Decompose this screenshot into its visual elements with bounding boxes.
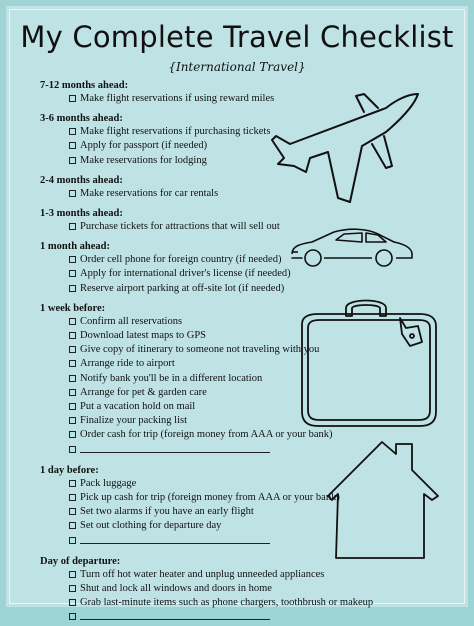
checklist-item <box>40 282 300 296</box>
checklist-content <box>40 79 374 626</box>
section-heading: 1 day before: <box>40 464 99 476</box>
section-heading: 3-6 months ahead: <box>40 113 123 125</box>
item-label: Make reservations for lodging <box>80 154 207 166</box>
section-heading: 7-12 months ahead: <box>40 80 129 91</box>
checkbox[interactable] <box>69 223 76 230</box>
checklist-section <box>40 302 333 458</box>
checkbox[interactable] <box>69 157 76 164</box>
checkbox[interactable] <box>69 446 76 453</box>
checkbox[interactable] <box>69 613 76 620</box>
checklist-item <box>40 428 333 442</box>
item-label: Grab last-minute items such as phone chargers, toothbrush or makeup <box>80 597 374 609</box>
checkbox[interactable] <box>69 417 76 424</box>
item-label: Make flight reservations if purchasing tickets <box>80 126 271 138</box>
item-label: Notify bank you'll be in a different location <box>80 372 263 384</box>
item-label: Pick up cash for trip (foreign money from AAA or your bank) <box>80 492 340 504</box>
checkbox[interactable] <box>69 318 76 325</box>
item-label: Apply for passport (if needed) <box>80 140 208 152</box>
checklist-item <box>40 253 300 267</box>
checkbox[interactable] <box>69 431 76 438</box>
checklist-item <box>40 477 300 491</box>
item-label: Make flight reservations if using reward miles <box>80 93 275 104</box>
checkbox[interactable] <box>69 403 76 410</box>
item-label: Finalize your packing list <box>80 415 188 427</box>
item-label: Apply for international driver's license (if needed) <box>80 268 291 280</box>
checkbox[interactable] <box>69 256 76 263</box>
checklist-item <box>40 357 300 371</box>
item-label: Pack luggage <box>80 477 137 489</box>
item-label: Purchase tickets for attractions that will sell out <box>80 221 280 233</box>
checklist-item <box>40 139 300 153</box>
item-label: Turn off hot water heater and unplug unneeded appliances <box>80 568 325 580</box>
checklist-item <box>40 400 300 414</box>
checklist-item <box>40 582 300 596</box>
checkbox[interactable] <box>69 571 76 578</box>
item-label: Set two alarms if you have an early flight <box>80 506 254 518</box>
checklist-item <box>40 92 300 106</box>
checklist-item <box>40 267 300 281</box>
checkbox[interactable] <box>69 522 76 529</box>
checkbox[interactable] <box>69 508 76 515</box>
checkbox[interactable] <box>69 375 76 382</box>
item-label: Shut and lock all windows and doors in home <box>80 583 272 595</box>
checklist-page <box>6 6 468 607</box>
item-label: Put a vacation hold on mail <box>80 401 196 413</box>
checklist-item <box>40 315 300 329</box>
item-label: Order cell phone for foreign country (if needed) <box>80 254 282 266</box>
checkbox[interactable] <box>69 285 76 292</box>
suitcase-icon <box>294 294 442 434</box>
item-label: Arrange ride to airport <box>80 358 175 370</box>
airplane-icon <box>268 86 428 211</box>
checkbox[interactable] <box>69 346 76 353</box>
page-title: My Complete Travel Checklist <box>20 20 454 54</box>
car-icon <box>286 224 416 270</box>
item-label: Set out clothing for departure day <box>80 520 222 532</box>
checkbox[interactable] <box>69 494 76 501</box>
checklist-item <box>40 491 340 505</box>
section-heading: 1-3 months ahead: <box>40 208 123 220</box>
item-label: Download latest maps to GPS <box>80 330 206 342</box>
checkbox[interactable] <box>69 332 76 339</box>
blank-line[interactable] <box>80 443 270 453</box>
section-heading: Day of departure: <box>40 555 121 567</box>
checklist-item <box>40 596 374 610</box>
item-label: Arrange for pet & garden care <box>80 386 207 398</box>
section-heading: 1 week before: <box>40 302 106 314</box>
checklist-item <box>40 534 300 549</box>
checklist-item <box>40 386 300 400</box>
checkbox[interactable] <box>69 128 76 135</box>
checkbox[interactable] <box>69 95 76 102</box>
blank-line[interactable] <box>80 534 270 544</box>
house-icon <box>324 438 444 566</box>
checkbox[interactable] <box>69 537 76 544</box>
section-heading: 1 month ahead: <box>40 241 111 253</box>
checklist-item <box>40 220 300 234</box>
checkbox[interactable] <box>69 360 76 367</box>
checklist-section <box>40 207 300 234</box>
checkbox[interactable] <box>69 585 76 592</box>
checklist-item <box>40 187 300 201</box>
checklist-item <box>40 329 300 343</box>
checkbox[interactable] <box>69 599 76 606</box>
checklist-item <box>40 414 300 428</box>
item-label: Give copy of itinerary to someone not traveling with you <box>80 344 320 356</box>
checklist-item <box>40 568 325 582</box>
checkbox[interactable] <box>69 270 76 277</box>
checklist-item <box>40 372 300 386</box>
section-heading: 2-4 months ahead: <box>40 174 123 186</box>
checklist-item <box>40 505 300 519</box>
checklist-item <box>40 443 300 458</box>
item-label: Order cash for trip (foreign money from AAA or your bank) <box>80 429 333 441</box>
item-label: Reserve airport parking at off-site lot (if needed) <box>80 282 285 294</box>
item-label: Confirm all reservations <box>80 315 183 327</box>
checklist-section <box>40 79 300 106</box>
checkbox[interactable] <box>69 190 76 197</box>
checklist-item <box>40 343 320 357</box>
checklist-section <box>40 555 374 626</box>
checkbox[interactable] <box>69 480 76 487</box>
checklist-item <box>40 519 300 533</box>
checklist-section <box>40 464 340 549</box>
item-label: Make reservations for car rentals <box>80 187 219 199</box>
blank-line[interactable] <box>80 610 270 620</box>
checkbox[interactable] <box>69 389 76 396</box>
checkbox[interactable] <box>69 142 76 149</box>
checklist-item <box>40 125 300 139</box>
checklist-item <box>40 154 300 168</box>
page-subtitle: {International Travel} <box>168 60 306 74</box>
checklist-section <box>40 174 300 201</box>
checklist-section <box>40 112 300 168</box>
checklist-section <box>40 240 300 296</box>
